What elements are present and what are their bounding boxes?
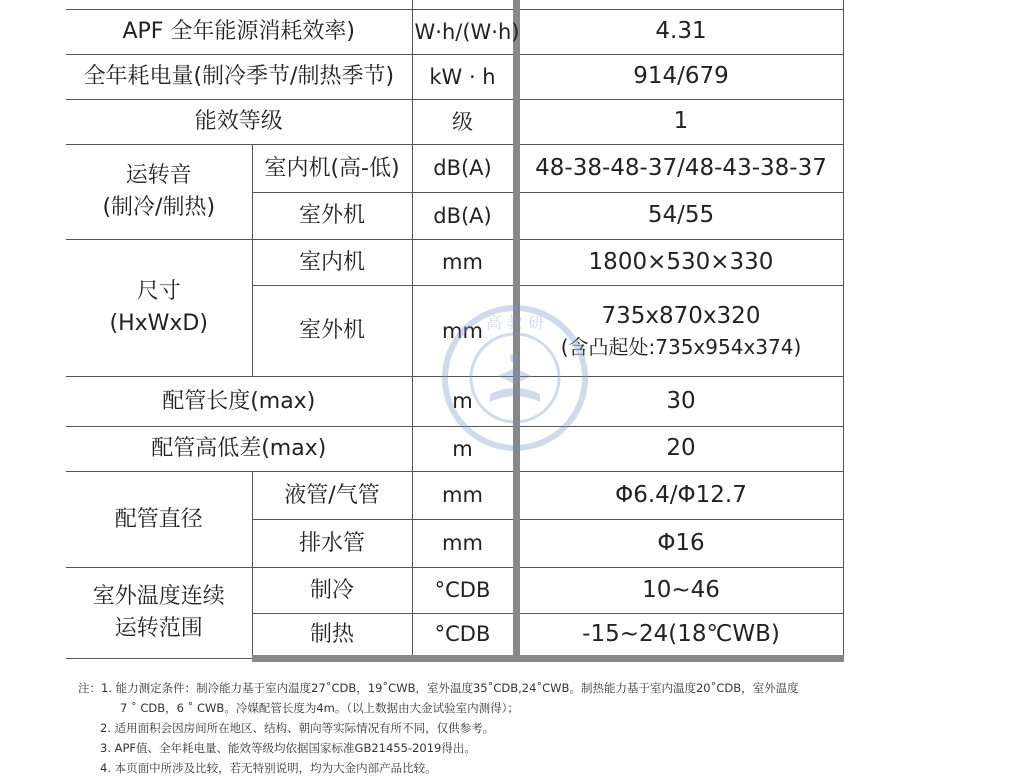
size-outdoor-unit: mm <box>412 286 516 377</box>
table-row <box>66 240 843 286</box>
note-line: 注：1. 能力测定条件：制冷能力基于室内温度27˚CDB，19˚CWB，室外温度35˚CDB,24˚CWB。制热能力基于室内温度20˚CDB，室外温度 <box>78 681 799 695</box>
pipe-diff-label: 配管高低差(max) <box>66 427 412 472</box>
size-label: 尺寸 (HxWxD) <box>66 240 252 377</box>
grade-value: 1 <box>516 100 843 145</box>
table-row <box>66 10 843 55</box>
footnotes <box>78 678 858 778</box>
noise-indoor-unit: dB(A) <box>412 145 516 193</box>
pipe-drain-value: Φ16 <box>516 520 843 568</box>
apf-label: APF 全年能源消耗效率) <box>66 10 412 55</box>
table-row <box>66 55 843 100</box>
pipe-length-value: 30 <box>516 377 843 427</box>
top-value <box>516 0 843 10</box>
note-line: 2. 适用面积会因房间所在地区、结构、朝向等实际情况有所不同，仅供参考。 <box>100 721 495 735</box>
temp-cool-value: 10~46 <box>516 568 843 614</box>
grade-unit: 级 <box>412 100 516 145</box>
pipe-liquid-label: 液管/气管 <box>252 472 412 520</box>
education-seal-watermark-icon <box>440 298 590 458</box>
noise-outdoor-label: 室外机 <box>252 193 412 240</box>
noise-indoor-value: 48-38-48-37/48-43-38-37 <box>516 145 843 193</box>
note-line: 7 ˚ CDB，6 ˚ CWB。冷媒配管长度为4m。（以上数据由大金试验室内测得）； <box>120 701 519 715</box>
temp-heat-value: -15~24(18℃WB) <box>516 614 843 659</box>
pipe-diff-unit: m <box>412 427 516 472</box>
noise-outdoor-unit: dB(A) <box>412 193 516 240</box>
temp-cool-unit: °CDB <box>412 568 516 614</box>
apf-value: 4.31 <box>516 10 843 55</box>
temp-heat-label: 制热 <box>252 614 412 659</box>
grade-label: 能效等级 <box>66 100 412 145</box>
pipe-diameter-label: 配管直径 <box>66 472 252 568</box>
noise-outdoor-value: 54/55 <box>516 193 843 240</box>
apf-unit: W·h/(W·h) <box>412 10 516 55</box>
pipe-diff-value: 20 <box>516 427 843 472</box>
power-unit: kW · h <box>412 55 516 100</box>
pipe-liquid-value: Φ6.4/Φ12.7 <box>516 472 843 520</box>
table-row <box>66 472 843 520</box>
table-row <box>66 568 843 614</box>
svg-text:高 教 研: 高 教 研 <box>485 313 545 332</box>
temp-cool-label: 制冷 <box>252 568 412 614</box>
size-indoor-unit: mm <box>412 240 516 286</box>
power-value: 914/679 <box>516 55 843 100</box>
pipe-drain-unit: mm <box>412 520 516 568</box>
pipe-length-label: 配管长度(max) <box>66 377 412 427</box>
noise-indoor-label: 室内机(高-低) <box>252 145 412 193</box>
note-line: 3. APF值、全年耗电量、能效等级均依据国家标准GB21455-2019得出。 <box>100 741 476 755</box>
table-row <box>66 0 843 10</box>
power-label: 全年耗电量(制冷季节/制热季节) <box>66 55 412 100</box>
temp-heat-unit: °CDB <box>412 614 516 659</box>
table-row <box>66 100 843 145</box>
note-line: 4. 本页面中所涉及比较，若无特别说明，均为大金内部产品比较。 <box>100 761 437 775</box>
pipe-length-unit: m <box>412 377 516 427</box>
size-outdoor-label: 室外机 <box>252 286 412 377</box>
pipe-drain-label: 排水管 <box>252 520 412 568</box>
temp-range-label: 室外温度连续 运转范围 <box>66 568 252 659</box>
noise-label: 运转音 (制冷/制热) <box>66 145 252 240</box>
table-row <box>66 145 843 193</box>
size-indoor-label: 室内机 <box>252 240 412 286</box>
pipe-liquid-unit: mm <box>412 472 516 520</box>
size-outdoor-value: 735x870x320 (含凸起处:735x954x374) <box>516 286 843 377</box>
size-indoor-value: 1800×530×330 <box>516 240 843 286</box>
